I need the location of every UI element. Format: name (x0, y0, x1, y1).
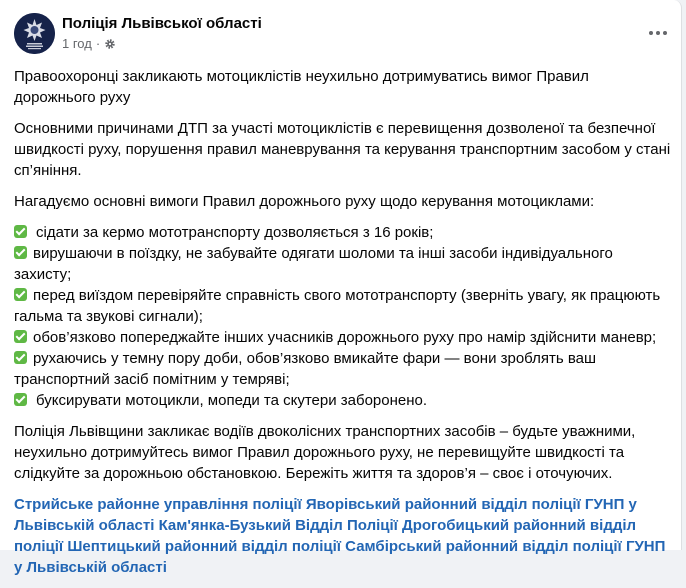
checklist (14, 222, 672, 411)
checklist-item (14, 285, 672, 327)
checklist-item-text: буксирувати мотоцикли, мопеди та скутери заборонено. (36, 392, 428, 409)
post-body (14, 66, 672, 588)
tagged-pages (14, 494, 672, 578)
checklist-item-text: перед виїздом перевіряйте справність свого мототранспорту (зверніть увагу, як працюють гальма та звукові сигнали); (14, 287, 661, 325)
meta-separator: · (95, 36, 101, 51)
more-dot (656, 31, 660, 35)
police-badge-icon (14, 13, 55, 54)
tag-link[interactable]: Стрийське районне управління поліції (14, 496, 302, 513)
checklist-item-text: рухаючись у темну пору доби, обов’язково вмикайте фари — вони зроблять ваш транспортний засіб помітним у темряві; (14, 350, 596, 388)
more-options-button[interactable] (646, 25, 670, 41)
checklist-item (14, 348, 672, 390)
post-time[interactable]: 1 год (62, 36, 92, 51)
checklist-item (14, 243, 672, 285)
checklist-item (14, 390, 672, 411)
more-dot (663, 31, 667, 35)
checklist-item (14, 327, 672, 348)
check-mark-icon (14, 225, 27, 238)
checklist-item-text: обов’язково попереджайте інших учасників дорожнього руху про намір здійснити маневр; (33, 329, 657, 346)
post-paragraph: Основними причинами ДТП за участі мотоциклістів є перевищення дозволеної та безпечної швидкості руху, порушення правил маневрування та керування транспортним засобом у стані сп’яніння. (14, 120, 671, 179)
post-paragraph: Поліція Львівщини закликає водіїв двоколісних транспортних засобів – будьте уважними, неухильно дотримуйтесь вимог Правил дорожнього руху, не перевищуйте швидкості та слідкуйте за дорожньою обстановкою. Бережіть життя та здоров’я – своє і оточуючих. (14, 423, 636, 482)
check-mark-icon (14, 288, 27, 301)
post-header (14, 13, 674, 55)
check-mark-icon (14, 351, 27, 364)
checklist-item (14, 222, 672, 243)
tag-link[interactable]: Самбірський районний відділ поліції ГУНП у Львівській області (14, 538, 666, 576)
tag-link[interactable]: Дрогобицький районний відділ поліції (14, 517, 637, 555)
check-mark-icon (14, 330, 27, 343)
tag-link[interactable]: Яворівський районний відділ поліції ГУНП у Львівській області (14, 496, 637, 534)
post-paragraph: Нагадуємо основні вимоги Правил дорожнього руху щодо керування мотоциклами: (14, 193, 595, 210)
tag-link[interactable]: Шептицький районний відділ поліції (67, 538, 341, 555)
check-mark-icon (14, 393, 27, 406)
checklist-item-text: вирушаючи в поїздку, не забувайте одягати шоломи та інші засоби індивідуального захисту; (14, 245, 613, 283)
avatar[interactable] (14, 13, 55, 54)
check-mark-icon (14, 246, 27, 259)
more-dots-icon (649, 31, 653, 35)
checklist-item-text: сідати за кермо мототранспорту дозволяється з 16 років; (36, 224, 434, 241)
post-meta (62, 36, 116, 51)
tag-link[interactable]: Кам'янка-Бузький Відділ Поліції (158, 517, 398, 534)
gear-icon[interactable] (104, 38, 116, 50)
author-name[interactable]: Поліція Львівської області (62, 15, 262, 32)
post-headline: Правоохоронці закликають мотоциклістів неухильно дотримуватись вимог Правил дорожнього руху (14, 68, 589, 106)
